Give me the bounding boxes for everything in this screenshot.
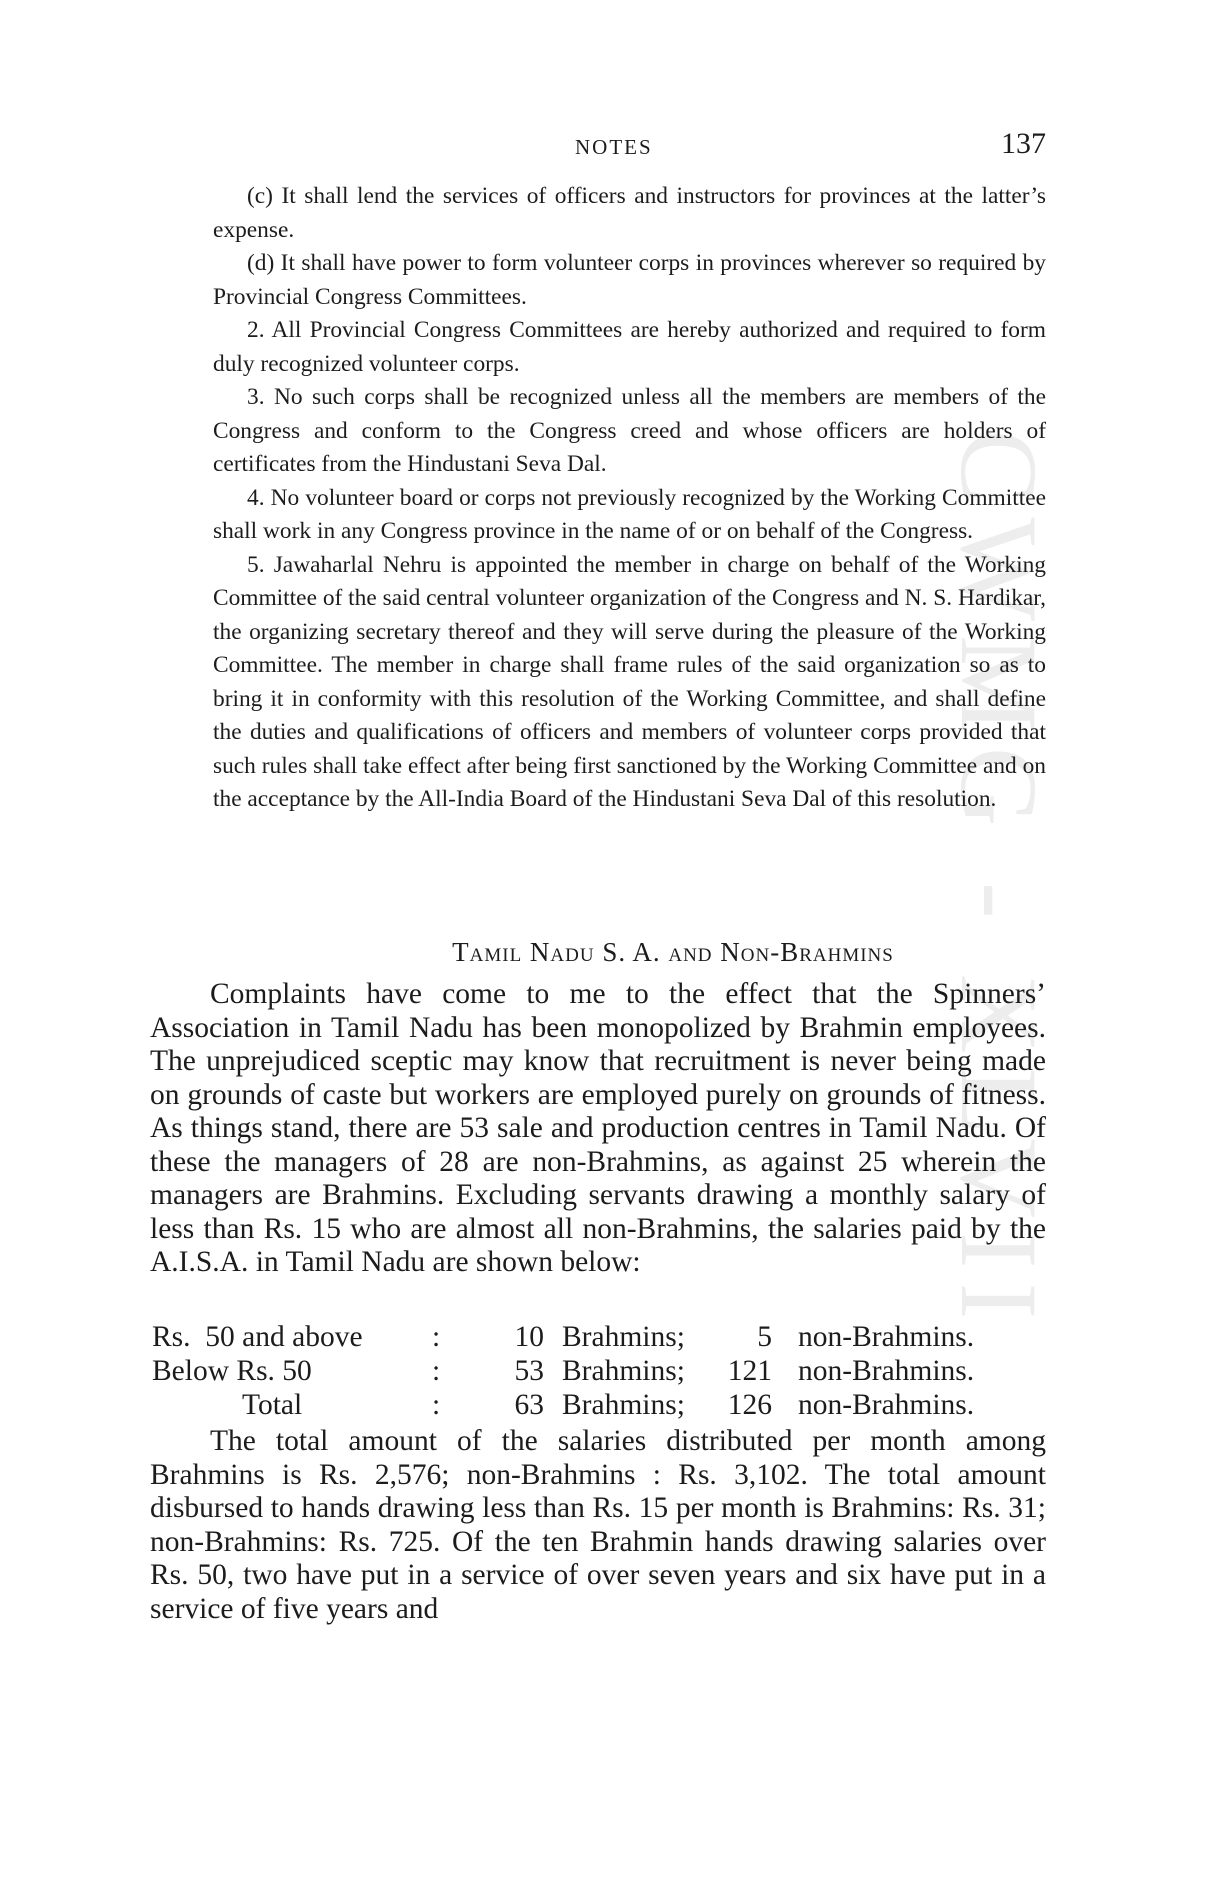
table-row [152,1320,974,1354]
section-title: Tamil Nadu S. A. and Non-Brahmins [452,937,894,967]
body-paragraph: The total amount of the salaries distributed per month among Brahmins is Rs. 2,576; non-Brahmins : Rs. 3,102. The total amount disbursed to hands drawing less than Rs. 15 per month is Brahmins: Rs. 31; non-Brahmins: Rs. 725. Of the ten Brahmin hands drawing salaries over Rs. 50, two have put in a service of over seven years and six have put in a service of five years and [150,1425,1046,1625]
brahmin-count: 53 [514,1355,544,1387]
body-text-intro [150,978,1046,1280]
table-row [152,1354,974,1388]
row-colon: : [432,1389,441,1421]
table-row [152,1388,974,1422]
non-brahmin-label: non-Brahmins. [798,1321,975,1353]
row-label: Rs. 50 and above [152,1321,363,1353]
note-paragraph: 3. No such corps shall be recognized unless all the members are members of the Congress and conform to the Congress creed and whose officers are holders of certificates from the Hindustani Seva Dal. [213,384,1046,477]
watermark: CWMG - XLVII [938,430,1060,1334]
running-head: NOTES [575,135,653,159]
page-number: 137 [1001,127,1046,160]
non-brahmin-count: 5 [757,1321,772,1353]
non-brahmin-count: 126 [727,1389,772,1421]
salary-table [152,1320,974,1422]
note-paragraph: 5. Jawaharlal Nehru is appointed the member in charge on behalf of the Working Committee of the said central volunteer organization of the Congress and N. S. Hardikar, the organizing secretary thereof and they will serve during the pleasure of the Working Committee. The member in charge shall frame rules of the said organization so as to bring it in conformity with this resolution of the Working Committee, and shall define the duties and qualifications of officers and members of volunteer corps provided that such rules shall take effect after being first sanctioned by the Working Committee and on the acceptance by the All-India Board of the Hindustani Seva Dal of this resolution. [213,551,1046,812]
brahmin-label: Brahmins; [562,1321,685,1353]
brahmin-label: Brahmins; [562,1355,685,1387]
row-label: Below Rs. 50 [152,1355,312,1387]
non-brahmin-label: non-Brahmins. [798,1389,975,1421]
brahmin-count: 10 [514,1321,544,1353]
body-text-continued [150,1425,1046,1626]
brahmin-count: 63 [514,1389,544,1421]
note-paragraph: 4. No volunteer board or corps not previously recognized by the Working Committee shall work in any Congress province in the name of or on behalf of the Congress. [213,484,1046,544]
row-colon: : [432,1355,441,1387]
row-colon: : [432,1321,441,1353]
body-paragraph: Complaints have come to me to the effect that the Spinners’ Association in Tamil Nadu has been monopolized by Brahmin employees. The unprejudiced sceptic may know that recruitment is never being made on grounds of caste but workers are employed purely on grounds of fitness. As things stand, there are 53 sale and production centres in Tamil Nadu. Of these the managers of 28 are non-Brahmins, as against 25 wherein the managers are Brahmins. Excluding servants drawing a monthly salary of less than Rs. 15 who are almost all non-Brahmins, the salaries paid by the A.I.S.A. in Tamil Nadu are shown below: [150,978,1046,1278]
note-paragraph: (d) It shall have power to form volunteer corps in provinces wherever so required by Provincial Congress Committees. [213,250,1046,310]
non-brahmin-count: 121 [727,1355,772,1387]
note-paragraph: 2. All Provincial Congress Committees are hereby authorized and required to form duly recognized volunteer corps. [213,317,1046,377]
note-paragraph: (c) It shall lend the services of officers and instructors for provinces at the latter’s expense. [213,183,1046,243]
row-label: Total [242,1389,303,1421]
brahmin-label: Brahmins; [562,1389,685,1421]
non-brahmin-label: non-Brahmins. [798,1355,975,1387]
notes-block [213,180,1046,817]
